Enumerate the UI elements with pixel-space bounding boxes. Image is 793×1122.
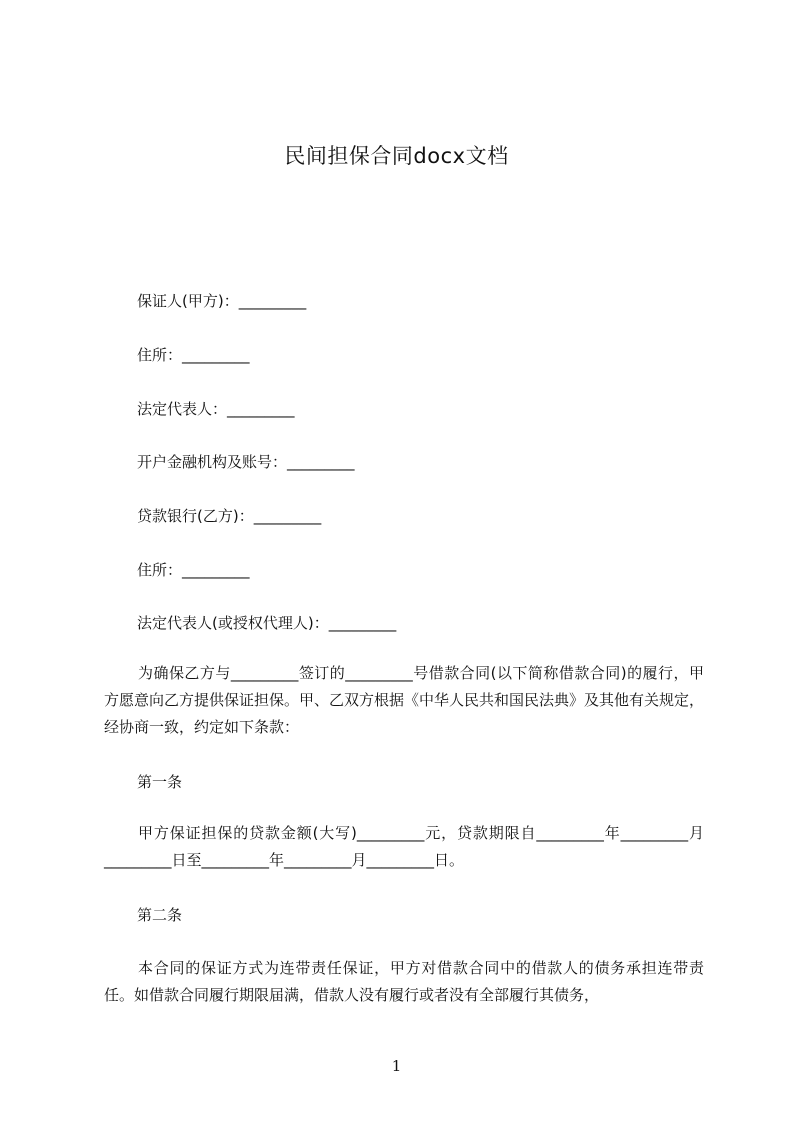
- lender-address-field: 住所：_________: [137, 561, 250, 579]
- page-number: 1: [391, 1057, 402, 1075]
- guarantor-legal-rep-field: 法定代表人：_________: [137, 400, 295, 418]
- bank-account-field: 开户金融机构及账号：_________: [137, 453, 355, 471]
- guarantor-address-field: 住所：_________: [137, 346, 250, 364]
- guarantor-field: 保证人(甲方)：_________: [137, 292, 307, 310]
- article-1-text: 甲方保证担保的贷款金额(大写)_________元，贷款期限自_________年_________月_________日至_________年_________月_________日。: [104, 824, 704, 869]
- document-title: 民间担保合同docx文档: [284, 144, 509, 168]
- intro-paragraph: 为确保乙方与_________签订的_________号借款合同(以下简称借款合同)的履行，甲方愿意向乙方提供保证担保。甲、乙双方根据《中华人民共和国民法典》及其他有关规定，经协商一致，约定如下条款：: [104, 664, 705, 736]
- article-2-heading: 第二条: [137, 906, 183, 924]
- lender-legal-rep-field: 法定代表人(或授权代理人)：_________: [137, 614, 397, 632]
- article-1-heading: 第一条: [137, 773, 183, 791]
- lender-bank-field: 贷款银行(乙方)：_________: [137, 507, 322, 525]
- article-2-text: 本合同的保证方式为连带责任保证，甲方对借款合同中的借款人的债务承担连带责任。如借款合同履行期限届满，借款人没有履行或者没有全部履行其债务，: [104, 959, 704, 1004]
